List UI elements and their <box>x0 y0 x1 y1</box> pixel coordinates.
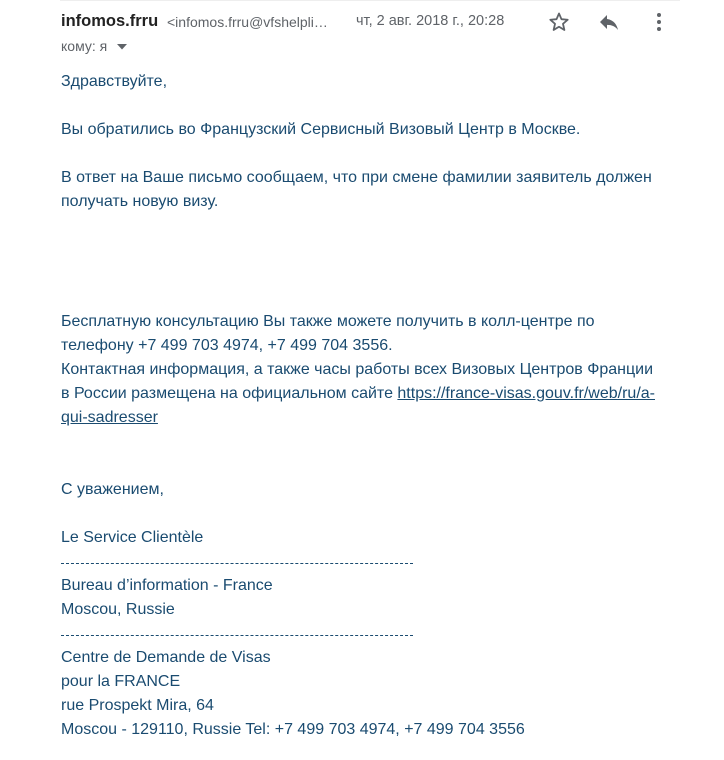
caret-down-icon <box>117 44 127 50</box>
reply-icon <box>597 10 621 34</box>
recipient-details-toggle[interactable] <box>61 38 127 54</box>
consult-line-2: телефону +7 499 703 4974, +7 499 704 3556. <box>61 337 393 354</box>
centre-line-2: pour la FRANCE <box>61 673 181 690</box>
answer-line-1: В ответ на Ваше письмо сообщаем, что при смене фамилии заявитель должен <box>61 169 652 186</box>
bureau-line-1: Bureau d’information - France <box>61 577 273 594</box>
link-line-2 <box>61 406 158 430</box>
contact-line-1: Контактная информация, а также часы работы всех Визовых Центров Франции <box>61 361 654 378</box>
recipient-label: кому: я <box>61 38 108 54</box>
centre-line-3: rue Prospekt Mira, 64 <box>61 697 214 714</box>
top-divider <box>60 0 680 1</box>
signature-divider <box>61 563 413 564</box>
signature: Le Service Clientèle <box>61 529 204 546</box>
greeting: Здравствуйте, <box>61 73 168 90</box>
sender-name[interactable]: infomos.frru <box>61 12 159 30</box>
message-header <box>61 10 681 38</box>
more-vert-icon <box>647 10 671 34</box>
bureau-line-2: Moscou, Russie <box>61 601 175 618</box>
message-date[interactable]: чт, 2 авг. 2018 г., 20:28 <box>356 13 505 29</box>
star-icon <box>547 10 571 34</box>
answer-line-2: получать новую визу. <box>61 193 219 210</box>
reply-button[interactable] <box>597 10 621 34</box>
more-options-button[interactable] <box>647 10 671 34</box>
closing: С уважением, <box>61 481 164 498</box>
contact-text: в России размещена на официальном сайте <box>61 385 398 402</box>
website-link[interactable]: https://france-visas.gouv.fr/web/ru/a- <box>397 385 655 402</box>
website-link-continued[interactable]: qui-sadresser <box>61 409 158 426</box>
intro-text: Вы обратились во Французский Сервисный Визовый Центр в Москве. <box>61 121 581 138</box>
contact-line-2 <box>61 382 655 406</box>
bureau-divider <box>61 635 413 636</box>
centre-line-4: Moscou - 129110, Russie Tel: +7 499 703 4974, +7 499 704 3556 <box>61 721 525 738</box>
star-button[interactable] <box>547 10 571 34</box>
consult-line-1: Бесплатную консультацию Вы также можете получить в колл-центре по <box>61 313 595 330</box>
sender-email[interactable]: <infomos.frru@vfshelpli… <box>167 14 328 30</box>
centre-line-1: Centre de Demande de Visas <box>61 649 271 666</box>
